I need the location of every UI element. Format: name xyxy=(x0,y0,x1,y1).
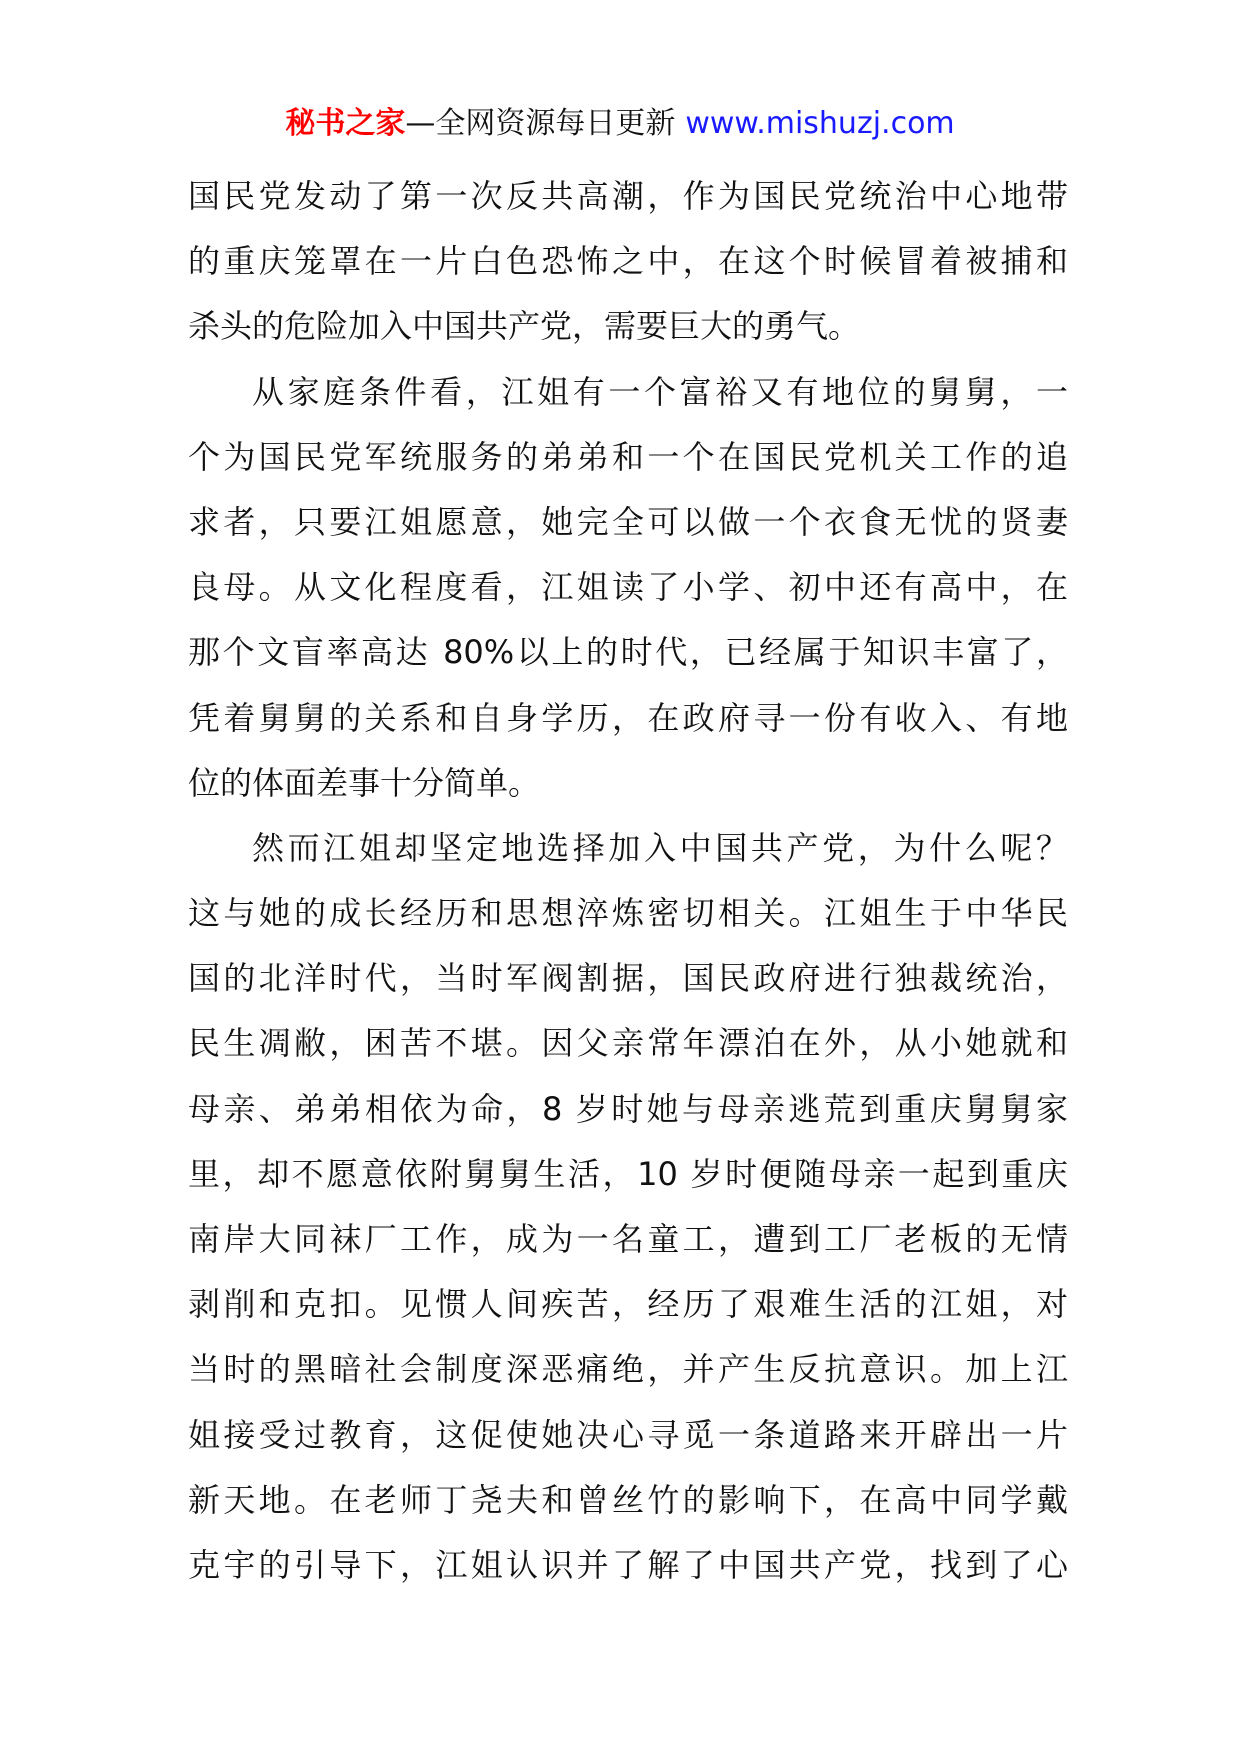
header-tagline: —全网资源每日更新 xyxy=(405,106,676,141)
text-line: 民生凋敝，困苦不堪。因父亲常年漂泊在外，从小她就和 xyxy=(188,1024,1068,1063)
text-line: 母亲、弟弟相依为命，8 岁时她与母亲逃荒到重庆舅舅家 xyxy=(188,1089,1068,1128)
text-line: 的重庆笼罩在一片白色恐怖之中，在这个时候冒着被捕和 xyxy=(188,242,1068,281)
document-body xyxy=(188,164,1068,1598)
text-line: 杀头的危险加入中国共产党，需要巨大的勇气。 xyxy=(188,307,861,346)
brand-name: 秘书之家 xyxy=(285,106,406,141)
text-line: 凭着舅舅的关系和自身学历，在政府寻一份有收入、有地 xyxy=(188,698,1068,737)
text-line: 良母。从文化程度看，江姐读了小学、初中还有高中，在 xyxy=(188,568,1068,607)
text-line: 剥削和克扣。见惯人间疾苦，经历了艰难生活的江姐，对 xyxy=(188,1285,1068,1324)
text-line: 国的北洋时代，当时军阀割据，国民政府进行独裁统治， xyxy=(188,959,1068,998)
text-line: 这与她的成长经历和思想淬炼密切相关。江姐生于中华民 xyxy=(188,894,1068,933)
paragraph-first-line: 从家庭条件看，江姐有一个富裕又有地位的舅舅，一 xyxy=(252,372,1068,411)
text-line: 当时的黑暗社会制度深恶痛绝，并产生反抗意识。加上江 xyxy=(188,1350,1068,1389)
text-line: 里，却不愿意依附舅舅生活，10 岁时便随母亲一起到重庆 xyxy=(188,1154,1068,1193)
text-line: 求者，只要江姐愿意，她完全可以做一个衣食无忧的贤妻 xyxy=(188,502,1068,541)
text-line: 姐接受过教育，这促使她决心寻觅一条道路来开辟出一片 xyxy=(188,1415,1068,1454)
text-line: 国民党发动了第一次反共高潮，作为国民党统治中心地带 xyxy=(188,177,1068,215)
text-line: 那个文盲率高达 80%以上的时代，已经属于知识丰富了， xyxy=(188,633,1068,672)
text-line: 位的体面差事十分简单。 xyxy=(188,763,541,802)
text-line: 新天地。在老师丁尧夫和曾丝竹的影响下，在高中同学戴 xyxy=(188,1480,1068,1519)
site-url-link[interactable]: www.mishuzj.com xyxy=(685,106,955,141)
text-line: 克宇的引导下，江姐认识并了解了中国共产党，找到了心 xyxy=(188,1545,1068,1584)
text-line: 个为国民党军统服务的弟弟和一个在国民党机关工作的追 xyxy=(188,437,1068,476)
site-header xyxy=(0,104,1240,144)
paragraph-first-line: 然而江姐却坚定地选择加入中国共产党，为什么呢？ xyxy=(252,828,1068,867)
text-line: 南岸大同袜厂工作，成为一名童工，遭到工厂老板的无情 xyxy=(188,1220,1068,1258)
